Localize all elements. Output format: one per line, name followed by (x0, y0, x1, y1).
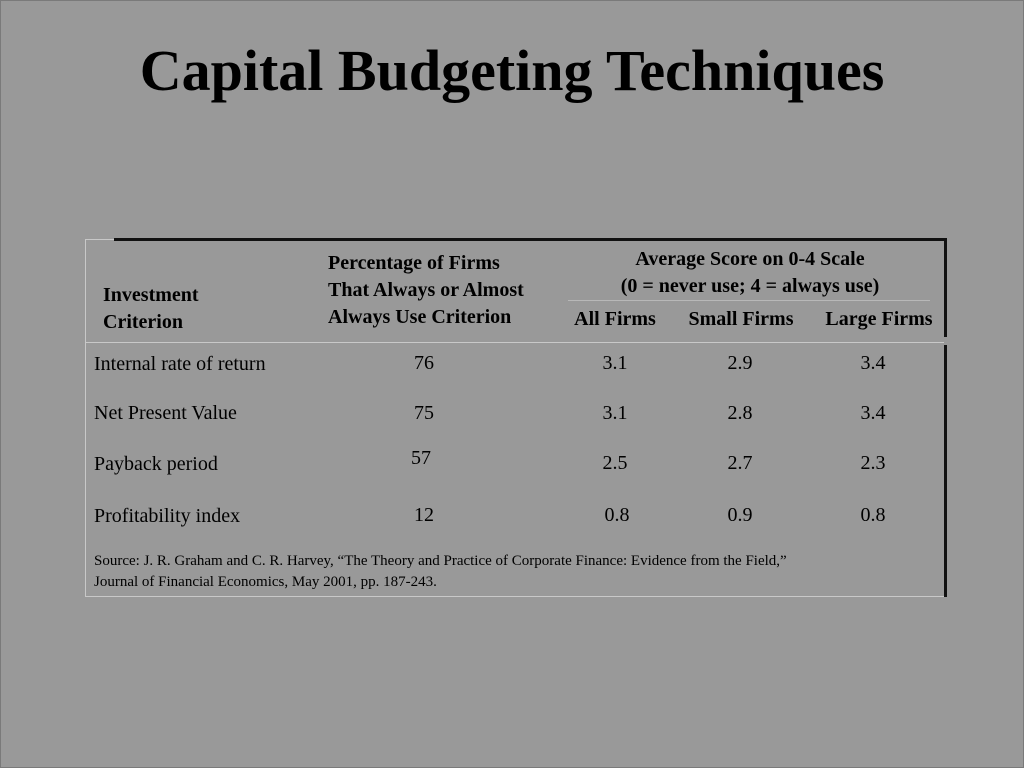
source-citation: Source: J. R. Graham and C. R. Harvey, “The Theory and Practice of Corporate Finance: Evidence from the Field,” Journal of Financial Economics, May 2001, pp. 187-243. (94, 553, 787, 590)
row-label-npv: Net Present Value (94, 402, 237, 424)
cell-payback-small-firms: 2.7 (727, 452, 753, 474)
cell-profitability-large-firms: 0.8 (860, 504, 886, 526)
slide-title: Capital Budgeting Techniques (139, 38, 885, 103)
cell-irr-small-firms: 2.9 (727, 352, 753, 374)
header-all-firms: All Firms (574, 308, 656, 330)
cell-npv-large-firms: 3.4 (860, 402, 886, 424)
cell-profitability-all-firms: 0.8 (604, 504, 630, 526)
cell-npv-small-firms: 2.8 (727, 402, 753, 424)
cell-npv-percentage: 75 (414, 402, 434, 424)
table-top-stub (85, 239, 114, 240)
cell-profitability-percentage: 12 (414, 504, 434, 526)
table-right-border-header (944, 238, 947, 337)
row-label-payback: Payback period (94, 453, 218, 475)
header-large-firms: Large Firms (825, 308, 933, 330)
cell-profitability-small-firms: 0.9 (727, 504, 753, 526)
header-separator (86, 342, 944, 343)
table-top-border (114, 238, 947, 241)
cell-payback-all-firms: 2.5 (602, 452, 628, 474)
cell-irr-large-firms: 3.4 (860, 352, 886, 374)
table-right-border-body (944, 345, 947, 597)
header-investment-criterion: Investment Criterion (103, 284, 199, 333)
row-label-profitability: Profitability index (94, 505, 241, 527)
row-label-irr: Internal rate of return (94, 353, 266, 375)
cell-npv-all-firms: 3.1 (602, 402, 628, 424)
cell-irr-percentage: 76 (414, 352, 434, 374)
scale-header-rule (568, 300, 930, 301)
header-average-score: Average Score on 0-4 Scale (0 = never use; 4 = always use) (620, 248, 880, 297)
header-percentage-of-firms: Percentage of Firms That Always or Almost Always Use Criterion (328, 252, 524, 328)
cell-payback-percentage: 57 (411, 447, 431, 469)
header-small-firms: Small Firms (688, 308, 794, 330)
cell-payback-large-firms: 2.3 (860, 452, 886, 474)
cell-irr-all-firms: 3.1 (602, 352, 628, 374)
